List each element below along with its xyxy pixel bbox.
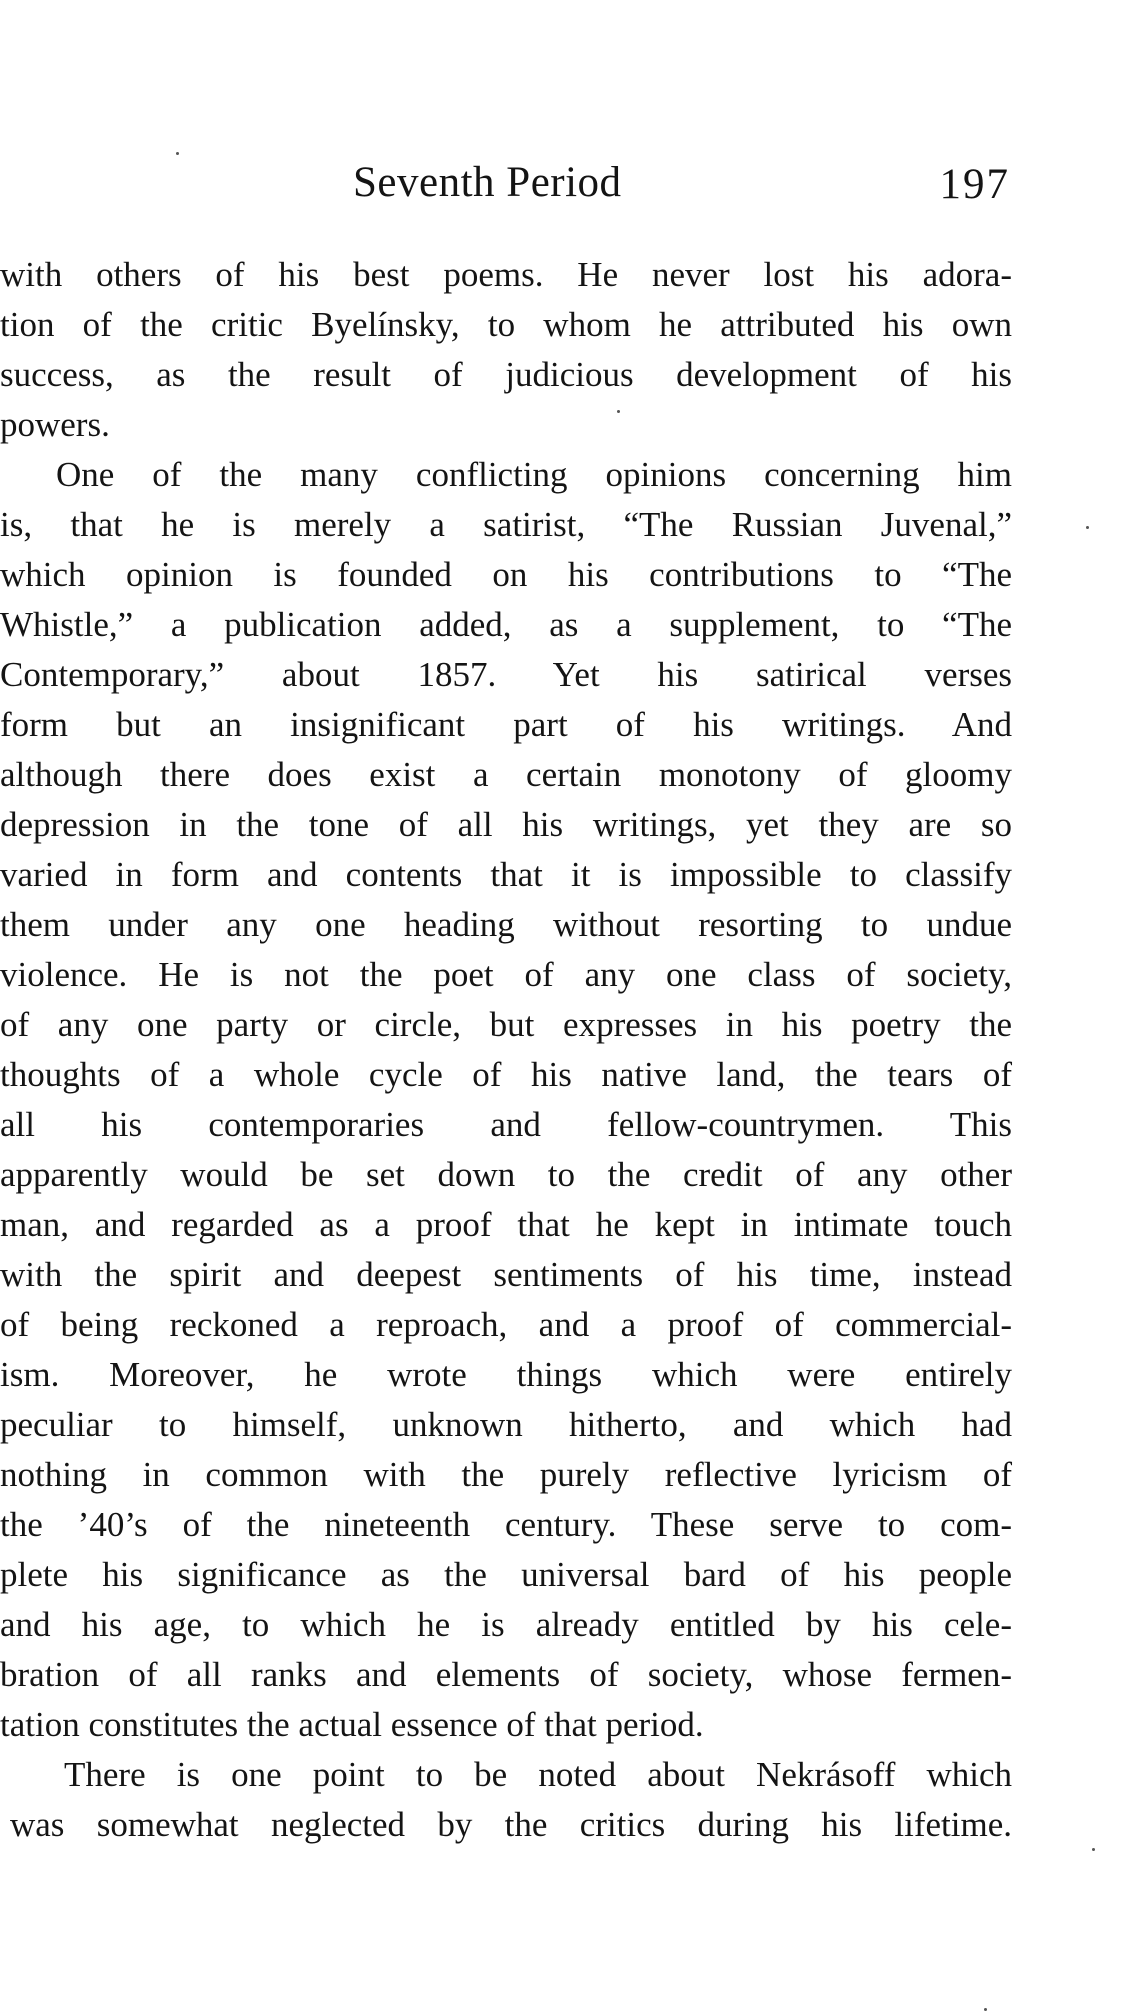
paper-speck [176, 152, 179, 155]
running-title: Seventh Period [353, 159, 622, 206]
text-line: tion of the critic Byelínsky, to whom he attributed his own [0, 305, 1012, 344]
text-line: with the spirit and deepest sentiments of his time, instead [0, 1255, 1012, 1294]
text-line: form but an insignificant part of his writings. And [0, 705, 1012, 744]
paper-speck [984, 2008, 987, 2011]
running-head [0, 158, 1010, 218]
paper-speck [1092, 1848, 1095, 1851]
body-text [0, 250, 1012, 1850]
text-line: bration of all ranks and elements of society, whose fermen- [0, 1655, 1012, 1694]
text-line: varied in form and contents that it is impossible to classify [0, 855, 1012, 894]
text-line: ism. Moreover, he wrote things which were entirely [0, 1355, 1012, 1394]
text-line: man, and regarded as a proof that he kept in intimate touch [0, 1205, 1012, 1244]
paragraph [0, 450, 1012, 1750]
paper-speck [617, 410, 620, 413]
text-line: Whistle,” a publication added, as a supplement, to “The [0, 605, 1012, 644]
text-line: of any one party or circle, but expresses in his poetry the [0, 1005, 1012, 1044]
paper-speck [1086, 526, 1089, 529]
text-line: Contemporary,” about 1857. Yet his satirical verses [0, 655, 1012, 694]
text-line: although there does exist a certain monotony of gloomy [0, 755, 1012, 794]
text-line: which opinion is founded on his contributions to “The [0, 555, 1012, 594]
text-line: all his contemporaries and fellow-countrymen. This [0, 1105, 1012, 1144]
paragraph [0, 250, 1012, 450]
text-line: of being reckoned a reproach, and a proof of commercial- [0, 1305, 1012, 1344]
text-line: depression in the tone of all his writings, yet they are so [0, 805, 1012, 844]
text-line: powers. [0, 405, 110, 444]
text-line: apparently would be set down to the credit of any other [0, 1155, 1012, 1194]
text-line: the ’40’s of the nineteenth century. These serve to com- [0, 1505, 1012, 1544]
text-line: There is one point to be noted about Nekrásoff which [64, 1755, 1012, 1794]
text-line: plete his significance as the universal bard of his people [0, 1555, 1012, 1594]
text-line: tation constitutes the actual essence of that period. [0, 1705, 704, 1744]
paragraph [0, 1750, 1012, 1850]
text-line: violence. He is not the poet of any one class of society, [0, 955, 1012, 994]
text-line: peculiar to himself, unknown hitherto, and which had [0, 1405, 1012, 1444]
text-line: them under any one heading without resorting to undue [0, 905, 1012, 944]
text-line: nothing in common with the purely reflective lyricism of [0, 1455, 1012, 1494]
text-line: is, that he is merely a satirist, “The Russian Juvenal,” [0, 505, 1012, 544]
text-line: and his age, to which he is already entitled by his cele- [0, 1605, 1012, 1644]
text-line: One of the many conflicting opinions concerning him [56, 455, 1012, 494]
text-line: success, as the result of judicious development of his [0, 355, 1012, 394]
page-number: 197 [939, 161, 1010, 208]
text-line: with others of his best poems. He never lost his adora- [0, 255, 1012, 294]
text-line: thoughts of a whole cycle of his native land, the tears of [0, 1055, 1012, 1094]
text-line: was somewhat neglected by the critics during his lifetime. [10, 1805, 1012, 1844]
